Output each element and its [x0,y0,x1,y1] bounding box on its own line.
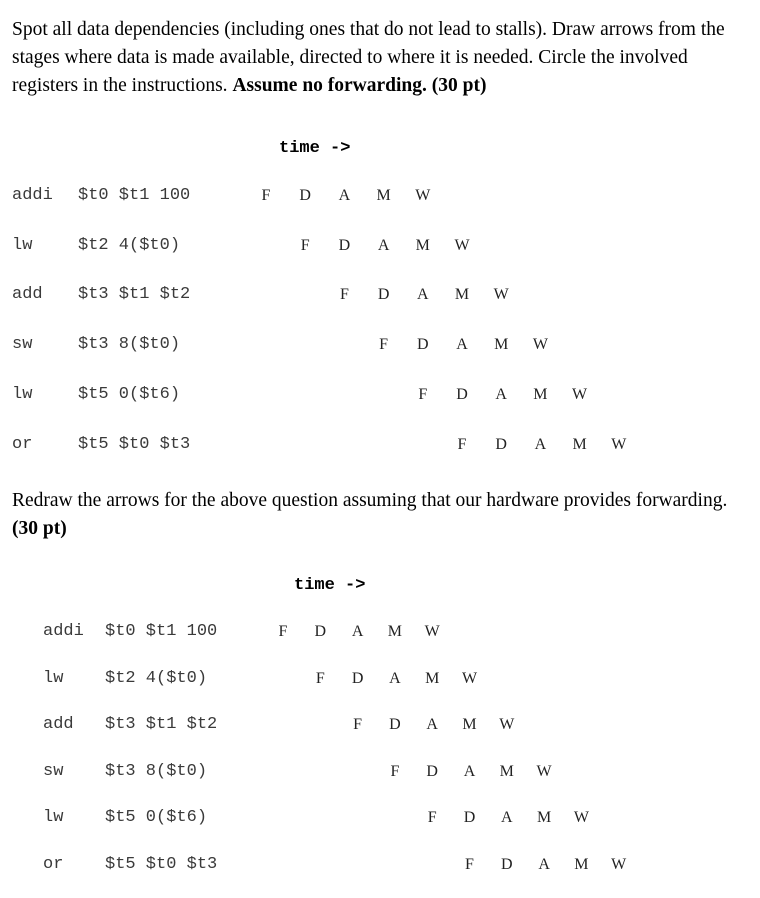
pipeline-stage: D [314,623,327,640]
time-label-1: time -> [279,139,351,158]
pipeline-stage: D [417,336,429,354]
pipeline-stage: A [338,187,351,204]
pipeline-stage: D [351,669,364,687]
pipeline-stage: F [418,385,428,403]
pipeline-stage: A [389,669,401,687]
pipeline-stage: D [463,809,476,827]
pipeline-stage: W [424,623,440,640]
pipeline-stage: W [454,236,470,254]
pipeline-stage: F [427,809,437,827]
pipeline-stage: F [261,187,271,204]
pipeline-stage: M [572,435,587,453]
pipeline-stage: M [494,336,509,354]
instruction-operands: $t5 0($t6) [78,384,181,404]
pipeline-stage: W [493,286,509,304]
question-1-text [12,16,742,100]
pipeline-stage: D [338,236,351,254]
instruction-operands: $t3 8($t0) [78,335,181,355]
pipeline-stage: W [536,762,552,780]
pipeline-stage: A [501,809,513,827]
question-2-plain: Redraw the arrows for the above question assuming that our hardware provides forwarding. [12,490,728,511]
question-2-bold: (30 pt) [12,518,67,539]
pipeline-stage: A [351,623,364,640]
pipeline-stage: W [611,435,627,453]
pipeline-stage: D [299,187,311,204]
pipeline-stage: M [533,385,548,403]
instruction-opcode: or [43,855,64,874]
pipeline-stage: M [462,716,477,734]
instruction-operands: $t5 $t0 $t3 [78,434,191,454]
pipeline-stage: F [300,236,310,254]
pipeline-stage: M [536,809,552,827]
instruction-opcode: sw [12,335,33,355]
instruction-opcode: lw [12,384,33,404]
question-2-text [12,487,742,543]
instruction-operands: $t2 4($t0) [78,235,181,255]
question-1-bold: Assume no forwarding. (30 pt) [232,75,487,96]
pipeline-stage: F [315,669,325,687]
instruction-operands: $t3 $t1 $t2 [105,715,218,735]
pipeline-stage: M [574,856,589,873]
pipeline-stage: F [390,762,400,780]
pipeline-stage: W [611,856,627,873]
pipeline-stage: A [538,856,550,873]
instruction-opcode: add [12,285,43,305]
pipeline-stage: D [389,716,401,734]
pipeline-stage: D [495,435,507,453]
instruction-opcode: addi [43,622,84,641]
pipeline-stage: M [376,187,391,204]
pipeline-stage: W [461,669,478,687]
pipeline-stage: W [532,336,548,354]
pipeline-stage: F [457,435,467,453]
instruction-operands: $t2 4($t0) [105,668,208,688]
pipeline-stage: W [572,385,588,403]
pipeline-stage: F [379,336,389,354]
pipeline-stage: A [417,286,429,304]
pipeline-stage: M [387,623,402,640]
pipeline-stage: M [415,236,430,254]
pipeline-stage: A [534,435,547,453]
pipeline-stage: D [377,286,390,304]
pipeline-stage: M [499,762,514,780]
instruction-opcode: or [12,434,33,454]
instruction-operands: $t3 8($t0) [105,761,208,781]
instruction-operands: $t5 0($t6) [105,808,208,828]
instruction-opcode: lw [12,235,33,255]
pipeline-stage: F [353,716,363,734]
pipeline-stage: D [501,856,513,873]
pipeline-stage: A [463,762,476,780]
instruction-opcode: lw [43,668,64,688]
instruction-opcode: add [43,715,74,735]
pipeline-stage: W [499,716,515,734]
pipeline-stage: M [454,286,470,304]
question-1-plain: Spot all data dependencies (including ones that do not lead to stalls). Draw arrows from the stages where data is made available, directed to where it is needed. Circle the involved registers in the instructions. [12,19,725,96]
pipeline-stage: D [456,385,468,403]
instruction-opcode: addi [12,186,53,205]
pipeline-stage: W [573,809,589,827]
pipeline-stage: D [426,762,438,780]
pipeline-stage: F [278,623,288,640]
instruction-operands: $t0 $t1 100 [78,186,191,205]
pipeline-stage: M [425,669,440,687]
instruction-opcode: sw [43,761,64,781]
pipeline-stage: F [465,856,474,873]
instruction-operands: $t0 $t1 100 [105,622,218,641]
instruction-operands: $t3 $t1 $t2 [78,285,191,305]
pipeline-stage: A [495,385,507,403]
pipeline-stage: F [339,286,349,304]
instruction-opcode: lw [43,808,64,828]
instruction-operands: $t5 $t0 $t3 [105,855,218,874]
time-label-2: time -> [294,576,366,595]
pipeline-stage: A [456,336,468,354]
pipeline-stage: W [415,187,431,204]
pipeline-stage: A [377,236,390,254]
pipeline-stage: A [426,716,438,734]
